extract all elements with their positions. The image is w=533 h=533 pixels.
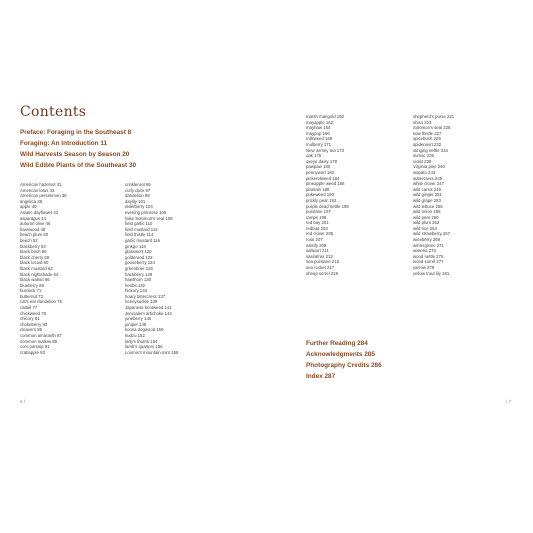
toc-major-entry[interactable]: Preface: Foraging in the Southeast 8 [20, 129, 132, 136]
toc-entry[interactable]: juniper 148 [125, 321, 147, 327]
toc-entry[interactable]: black birch 56 [20, 249, 47, 255]
toc-entry[interactable]: Solomon's seal 225 [413, 125, 451, 131]
toc-entry[interactable]: hickory 134 [125, 288, 147, 294]
toc-entry[interactable]: blueberry 69 [20, 282, 44, 288]
toc-entry[interactable]: curly dock 97 [125, 187, 151, 193]
toc-entry[interactable]: basswood 48 [20, 226, 46, 232]
toc-entry[interactable]: shiso 223 [413, 119, 432, 125]
toc-entry[interactable]: sea rocket 217 [306, 265, 335, 271]
toc-entry[interactable]: kousa dogwood 150 [125, 327, 164, 333]
toc-entry[interactable]: salsify 209 [306, 242, 327, 248]
toc-entry[interactable]: sheep sorrel 219 [306, 270, 339, 276]
toc-entry[interactable]: plantain 188 [306, 186, 330, 192]
toc-entry[interactable]: purple dead nettle 195 [306, 203, 349, 209]
toc-entry[interactable]: red clover 205 [306, 231, 334, 237]
toc-entry[interactable]: pineapple weed 186 [306, 181, 345, 187]
toc-entry[interactable]: violet 238 [413, 158, 432, 164]
major-entries-right [306, 338, 382, 382]
toc-major-entry[interactable]: Wild Edible Plants of the Southeast 30 [20, 162, 137, 169]
toc-entry[interactable]: blackberry 54 [20, 243, 46, 249]
toc-entry[interactable]: redbud 203 [306, 225, 328, 231]
toc-entry[interactable]: autumn olive 46 [20, 221, 51, 227]
toc-column-3 [306, 114, 349, 276]
toc-entry[interactable]: oak 175 [306, 153, 322, 159]
toc-entry[interactable]: stinging nettle 234 [413, 147, 448, 153]
toc-entry[interactable]: field garlic 110 [125, 221, 153, 227]
toc-entry[interactable]: American persimmon 36 [20, 193, 67, 199]
toc-entry[interactable]: beach plum 50 [20, 232, 49, 238]
toc-entry[interactable]: black mustard 62 [20, 265, 53, 271]
toc-entry[interactable]: field thistle 114 [125, 232, 154, 238]
toc-major-entry[interactable]: Further Reading 284 [306, 340, 368, 347]
toc-entry[interactable]: field mustard 112 [125, 226, 158, 232]
toc-entry[interactable]: wintergreen 271 [413, 242, 444, 248]
toc-entry[interactable]: pokeweed 190 [306, 192, 334, 198]
toc-entry[interactable]: marsh marigold 160 [306, 114, 344, 119]
toc-entry[interactable]: sea purslane 215 [306, 259, 339, 265]
toc-entry[interactable]: honeysuckle 139 [125, 299, 158, 305]
toc-entry[interactable]: Jerusalem artichoke 144 [125, 310, 172, 316]
toc-entry[interactable]: wild rice 264 [413, 225, 437, 231]
toc-entry[interactable]: beech 52 [20, 237, 38, 243]
toc-entry[interactable]: spicebush 229 [413, 136, 441, 142]
toc-column-2 [125, 182, 178, 355]
toc-entry[interactable]: red bay 201 [306, 220, 329, 226]
toc-entry[interactable]: common mallow 89 [20, 338, 58, 344]
toc-entry[interactable]: garlic mustard 116 [125, 237, 161, 243]
toc-column-4 [413, 114, 454, 276]
toc-entry[interactable]: dandelion 99 [125, 193, 150, 199]
toc-entry[interactable]: kudzu 152 [125, 333, 145, 339]
toc-entry[interactable]: cattail 77 [20, 305, 38, 311]
toc-entry[interactable]: crabapple 93 [20, 349, 45, 355]
toc-entry[interactable]: Asiatic dayflower 42 [20, 209, 59, 215]
toc-entry[interactable]: evening primrose 106 [125, 209, 167, 215]
toc-entry[interactable]: mayhaw 164 [306, 125, 331, 131]
toc-entry[interactable]: wild strawberry 267 [413, 231, 451, 237]
toc-entry[interactable]: Japanese knotweed 141 [125, 305, 172, 311]
toc-entry[interactable]: wild onion 258 [413, 209, 441, 215]
toc-entry[interactable]: angelica 38 [20, 198, 42, 204]
toc-entry[interactable]: yellow trout lily 281 [413, 270, 450, 276]
toc-entry[interactable]: spiderwort 232 [413, 141, 442, 147]
toc-entry[interactable]: asparagus 44 [20, 215, 47, 221]
toc-entry[interactable]: black walnut 66 [20, 277, 50, 283]
toc-entry[interactable]: corn parsnip 91 [20, 344, 50, 350]
toc-entry[interactable]: sumac 236 [413, 153, 435, 159]
toc-entry[interactable]: chickweed 79 [20, 310, 47, 316]
toc-entry[interactable]: wapato 243 [413, 169, 436, 175]
toc-entry[interactable]: watercress 245 [413, 175, 443, 181]
toc-entry[interactable]: apple 40 [20, 204, 37, 210]
toc-entry[interactable]: pickerelweed 184 [306, 175, 340, 181]
toc-entry[interactable]: chicory 81 [20, 316, 40, 322]
toc-entry[interactable]: rose 207 [306, 237, 323, 243]
toc-entry[interactable]: black nightshade 64 [20, 271, 59, 277]
toc-entry[interactable]: daylily 101 [125, 198, 146, 204]
page-number-left: 6 / [20, 399, 26, 404]
toc-entry[interactable]: wild plum 262 [413, 220, 440, 226]
toc-entry[interactable]: American hazelnut 31 [20, 182, 62, 187]
toc-entry[interactable]: wild ginger 251 [413, 192, 442, 198]
major-entries-left [20, 127, 136, 171]
toc-entry[interactable]: ginkgo 118 [125, 243, 146, 249]
toc-entry[interactable]: glasswort 120 [125, 249, 152, 255]
toc-major-entry[interactable]: Photography Credits 286 [306, 362, 382, 369]
toc-entry[interactable]: Virginia pine 240 [413, 164, 445, 170]
toc-entry[interactable]: hackberry 128 [125, 271, 153, 277]
toc-entry[interactable]: pennywort 182 [306, 169, 335, 175]
toc-entry[interactable]: maypop 166 [306, 130, 330, 136]
toc-entry[interactable]: wood sorrel 277 [413, 259, 444, 265]
toc-entry[interactable]: purslane 197 [306, 209, 331, 215]
toc-column-1 [20, 182, 67, 355]
toc-entry[interactable]: sow thistle 227 [413, 130, 442, 136]
toc-entry[interactable]: wisteria 273 [413, 248, 436, 254]
toc-major-entry[interactable]: Acknowledgments 285 [306, 351, 375, 358]
toc-entry[interactable]: butternut 73 [20, 293, 43, 299]
toc-entry[interactable]: wineberry 269 [413, 237, 440, 243]
toc-entry[interactable]: oxeye daisy 178 [306, 158, 338, 164]
toc-major-entry[interactable]: Index 287 [306, 373, 336, 380]
toc-entry[interactable]: American lotus 33 [20, 187, 55, 193]
toc-entry[interactable]: goldenrod 122 [125, 254, 153, 260]
toc-entry[interactable]: common amaranth 87 [20, 333, 62, 339]
toc-entry[interactable]: hawthorn 130 [125, 277, 152, 283]
toc-entry[interactable]: New Jersey tea 173 [306, 147, 344, 153]
toc-entry[interactable]: wild pear 260 [413, 214, 439, 220]
toc-entry[interactable]: greenbrier 126 [125, 265, 153, 271]
toc-entry[interactable]: shepherd's purse 221 [413, 114, 455, 119]
toc-entry[interactable]: mayapple 162 [306, 119, 333, 125]
toc-entry[interactable]: lady's thumb 154 [125, 338, 158, 344]
toc-entry[interactable]: wild grape 253 [413, 197, 441, 203]
toc-entry[interactable]: cat's ear dandelion 75 [20, 299, 62, 305]
toc-entry[interactable]: milkweed 168 [306, 136, 333, 142]
toc-entry[interactable]: prickly pear 192 [306, 197, 337, 203]
toc-entry[interactable]: sassafras 213 [306, 253, 333, 259]
toc-entry[interactable]: mulberry 171 [306, 141, 332, 147]
page-title: Contents [20, 104, 87, 120]
toc-entry[interactable]: crinkleroot 95 [125, 182, 151, 187]
toc-entry[interactable]: black cherry 58 [20, 254, 50, 260]
toc-entry[interactable]: black locust 60 [20, 260, 49, 266]
toc-entry[interactable]: cleavers 85 [20, 327, 42, 333]
toc-entry[interactable]: henbit 132 [125, 282, 146, 288]
toc-entry[interactable]: chokeberry 83 [20, 321, 48, 327]
toc-entry[interactable]: juneberry 146 [125, 316, 152, 322]
toc-entry[interactable]: gooseberry 124 [125, 260, 155, 266]
toc-major-entry[interactable]: Foraging: An Introduction 11 [20, 140, 108, 147]
toc-entry[interactable]: burdock 71 [20, 288, 42, 294]
toc-entry[interactable]: elderberry 104 [125, 204, 153, 210]
toc-major-entry[interactable]: Wild Harvests Season by Season 20 [20, 151, 130, 158]
toc-entry[interactable]: lamb's quarters 156 [125, 344, 163, 350]
toc-entry[interactable]: white clover 247 [413, 181, 445, 187]
toc-entry[interactable]: Loomis's mountain mint 158 [125, 349, 179, 355]
toc-entry[interactable]: saltwort 211 [306, 248, 329, 254]
toc-entry[interactable]: pawpaw 180 [306, 164, 331, 170]
toc-entry[interactable]: hoary bittercress 137 [125, 293, 166, 299]
page-number-right: / 7 [506, 399, 512, 404]
toc-entry[interactable]: false Solomon's seal 108 [125, 215, 173, 221]
toc-entry[interactable]: wild lettuce 256 [413, 203, 443, 209]
toc-entry[interactable]: yarrow 279 [413, 265, 435, 271]
toc-entry[interactable]: wild carrot 249 [413, 186, 441, 192]
toc-entry[interactable]: ramps 199 [306, 214, 327, 220]
toc-entry[interactable]: wood nettle 275 [413, 253, 444, 259]
